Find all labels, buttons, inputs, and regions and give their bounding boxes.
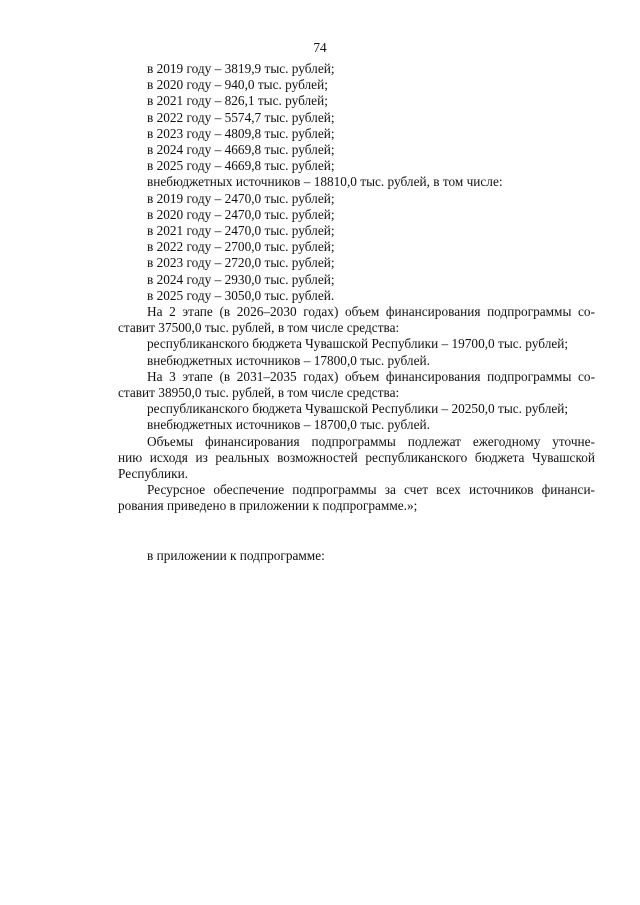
- stage3-line1: На 3 этапе (в 2031–2035 годах) объем финансирования подпрограммы со-: [147, 368, 595, 384]
- year-line: в 2023 году – 4809,8 тыс. рублей;: [147, 125, 335, 141]
- year-line: в 2020 году – 940,0 тыс. рублей;: [147, 77, 328, 93]
- year-line: в 2024 году – 4669,8 тыс. рублей;: [147, 142, 335, 158]
- stage2-line1: На 2 этапе (в 2026–2030 годах) объем финансирования подпрограммы со-: [147, 304, 595, 320]
- year-line: в 2020 году – 2470,0 тыс. рублей;: [147, 206, 335, 222]
- year-line: в 2021 году – 826,1 тыс. рублей;: [147, 93, 328, 109]
- resource-line2: рования приведено в приложении к подпрограмме.»;: [118, 498, 418, 514]
- stage3-line2: ставит 38950,0 тыс. рублей, в том числе средства:: [118, 385, 400, 401]
- extrabudget-heading: внебюджетных источников – 18810,0 тыс. рублей, в том числе:: [147, 174, 503, 190]
- volumes-line3: Республики.: [118, 466, 189, 482]
- year-line: в 2025 году – 4669,8 тыс. рублей;: [147, 158, 335, 174]
- resource-line1: Ресурсное обеспечение подпрограммы за счет всех источников финанси-: [147, 482, 595, 498]
- stage3-extrabudget: внебюджетных источников – 18700,0 тыс. рублей.: [147, 417, 430, 433]
- year-line: в 2023 году – 2720,0 тыс. рублей;: [147, 255, 335, 271]
- page-number: 74: [313, 40, 327, 55]
- appendix-line: в приложении к подпрограмме:: [147, 547, 325, 563]
- year-line: в 2022 году – 2700,0 тыс. рублей;: [147, 239, 335, 255]
- year-line: в 2021 году – 2470,0 тыс. рублей;: [147, 223, 335, 239]
- year-line: в 2019 году – 2470,0 тыс. рублей;: [147, 190, 335, 206]
- stage2-extrabudget: внебюджетных источников – 17800,0 тыс. рублей.: [147, 352, 430, 368]
- year-line: в 2025 году – 3050,0 тыс. рублей.: [147, 287, 335, 303]
- volumes-line2: нию исходя из реальных возможностей республиканского бюджета Чувашской: [118, 449, 595, 465]
- year-line: в 2022 году – 5574,7 тыс. рублей;: [147, 109, 335, 125]
- blank-line: [118, 515, 595, 532]
- volumes-line1: Объемы финансирования подпрограммы подлежат ежегодному уточне-: [147, 433, 595, 449]
- stage2-line2: ставит 37500,0 тыс. рублей, в том числе средства:: [118, 320, 400, 336]
- year-line: в 2024 году – 2930,0 тыс. рублей;: [147, 271, 335, 287]
- stage2-republican: республиканского бюджета Чувашской Республики – 19700,0 тыс. рублей;: [147, 336, 569, 352]
- year-line: в 2019 году – 3819,9 тыс. рублей;: [147, 61, 335, 76]
- stage3-republican: республиканского бюджета Чувашской Республики – 20250,0 тыс. рублей;: [147, 401, 569, 417]
- blank-line: [118, 532, 595, 548]
- document-body: [118, 61, 595, 564]
